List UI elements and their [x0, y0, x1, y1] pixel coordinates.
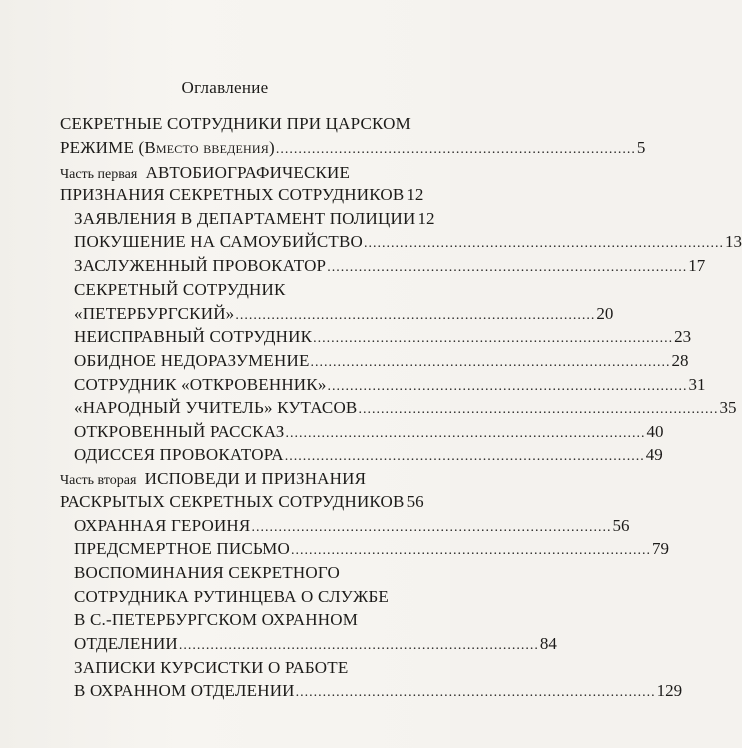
toc-leader: ................................................................................ — [290, 543, 651, 558]
toc-entry[interactable] — [74, 255, 706, 279]
toc-entry[interactable] — [60, 491, 424, 515]
toc-label: ПРЕДСМЕРТНОЕ ПИСЬМО — [74, 539, 290, 558]
toc-page-number: 23 — [674, 327, 692, 346]
toc-part-label: Часть вторая — [60, 473, 137, 488]
toc-label: ЗАПИСКИ КУРСИСТКИ О РАБОТЕ — [74, 658, 349, 677]
toc-leader: ................................................................................ — [284, 449, 645, 464]
toc-label: АВТОБИОГРАФИЧЕСКИЕ — [145, 163, 351, 182]
toc-leader: ................................................................................ — [327, 260, 688, 275]
toc-page-number: 84 — [539, 634, 557, 653]
toc-line — [74, 562, 340, 584]
toc-entry[interactable] — [74, 208, 435, 232]
toc-line — [60, 113, 411, 135]
toc-page-number: 12 — [417, 209, 435, 228]
toc-label: СОТРУДНИК «ОТКРОВЕННИК» — [74, 375, 327, 394]
toc-label: РАСКРЫТЫХ СЕКРЕТНЫХ СОТРУДНИКОВ — [60, 492, 405, 511]
toc-label: ЗАСЛУЖЕННЫЙ ПРОВОКАТОР — [74, 256, 327, 275]
toc-label: «ПЕТЕРБУРГСКИЙ» — [74, 304, 235, 323]
toc-label: ОХРАННАЯ ГЕРОИНЯ — [74, 516, 251, 535]
toc-entry[interactable] — [74, 326, 692, 350]
toc-page-number: 28 — [671, 351, 689, 370]
toc-page-number: 79 — [651, 539, 669, 558]
toc-line — [74, 609, 358, 631]
toc-entry[interactable] — [60, 137, 646, 161]
toc-label: РЕЖИМЕ (Вместо введения) — [60, 138, 275, 157]
toc-label: ИСПОВЕДИ И ПРИЗНАНИЯ — [144, 469, 367, 488]
toc-label: ОТДЕЛЕНИИ — [74, 634, 178, 653]
toc-label: ОБИДНОЕ НЕДОРАЗУМЕНИЕ — [74, 351, 310, 370]
toc-part-heading — [60, 162, 350, 186]
toc-entry[interactable] — [74, 231, 742, 255]
toc-label: СЕКРЕТНЫЙ СОТРУДНИК — [74, 280, 286, 299]
toc-part-label: Часть первая — [60, 167, 138, 182]
toc-label: НЕИСПРАВНЫЙ СОТРУДНИК — [74, 327, 313, 346]
toc-page-number: 31 — [688, 375, 706, 394]
toc-page-number: 40 — [646, 422, 664, 441]
toc-page-number: 56 — [406, 492, 424, 511]
toc-leader: ................................................................................ — [364, 236, 725, 251]
toc-line — [74, 586, 389, 608]
toc-label: В С.-ПЕТЕРБУРГСКОМ ОХРАННОМ — [74, 610, 359, 629]
toc-entry[interactable] — [74, 303, 614, 327]
toc-entry[interactable] — [74, 397, 737, 421]
toc-label: СОТРУДНИКА РУТИНЦЕВА О СЛУЖБЕ — [74, 587, 390, 606]
toc-entry[interactable] — [74, 350, 689, 374]
toc-page-number: 13 — [725, 232, 742, 251]
toc-leader: ................................................................................ — [285, 426, 646, 441]
toc-leader: ................................................................................ — [313, 331, 674, 346]
toc-line — [74, 279, 286, 301]
toc-leader: ................................................................................ — [251, 520, 612, 535]
toc-leader: ................................................................................ — [275, 142, 636, 157]
toc-leader: ................................................................................ — [295, 685, 656, 700]
toc-entry[interactable] — [74, 538, 669, 562]
toc-label: СЕКРЕТНЫЕ СОТРУДНИКИ ПРИ ЦАРСКОМ — [60, 114, 411, 133]
toc-label: ПОКУШЕНИЕ НА САМОУБИЙСТВО — [74, 232, 364, 251]
toc-page-number: 56 — [612, 516, 630, 535]
toc-entry[interactable] — [74, 515, 630, 539]
toc-entry[interactable] — [74, 421, 664, 445]
toc-leader: ................................................................................ — [310, 355, 671, 370]
toc-part-heading — [60, 468, 366, 492]
toc-entry[interactable] — [74, 680, 683, 704]
toc-entry[interactable] — [74, 633, 557, 657]
toc-label: ОДИССЕЯ ПРОВОКАТОРА — [74, 445, 284, 464]
toc-leader: ................................................................................ — [358, 402, 719, 417]
toc-entry[interactable] — [74, 444, 663, 468]
toc-page-number: 35 — [719, 398, 737, 417]
toc-entry[interactable] — [74, 374, 706, 398]
toc-title: Оглавление — [181, 78, 269, 97]
toc-page-number: 49 — [645, 445, 663, 464]
toc-entry[interactable] — [60, 184, 424, 208]
toc-leader: ................................................................................ — [235, 308, 596, 323]
toc-page-number: 17 — [688, 256, 706, 275]
toc-label: ПРИЗНАНИЯ СЕКРЕТНЫХ СОТРУДНИКОВ — [60, 185, 405, 204]
toc-line — [74, 657, 348, 679]
toc-page-number: 12 — [406, 185, 424, 204]
toc-leader: ................................................................................ — [327, 379, 688, 394]
toc-label: ОТКРОВЕННЫЙ РАССКАЗ — [74, 422, 285, 441]
toc-page-number: 20 — [596, 304, 614, 323]
toc-label: ЗАЯВЛЕНИЯ В ДЕПАРТАМЕНТ ПОЛИЦИИ — [74, 209, 416, 228]
toc-page-number: 129 — [656, 681, 683, 700]
toc-label: «НАРОДНЫЙ УЧИТЕЛЬ» КУТАСОВ — [74, 398, 358, 417]
toc-leader: ................................................................................ — [178, 638, 539, 653]
toc-label: В ОХРАННОМ ОТДЕЛЕНИИ — [74, 681, 295, 700]
toc-page-number: 5 — [636, 138, 646, 157]
toc-label: ВОСПОМИНАНИЯ СЕКРЕТНОГО — [74, 563, 340, 582]
